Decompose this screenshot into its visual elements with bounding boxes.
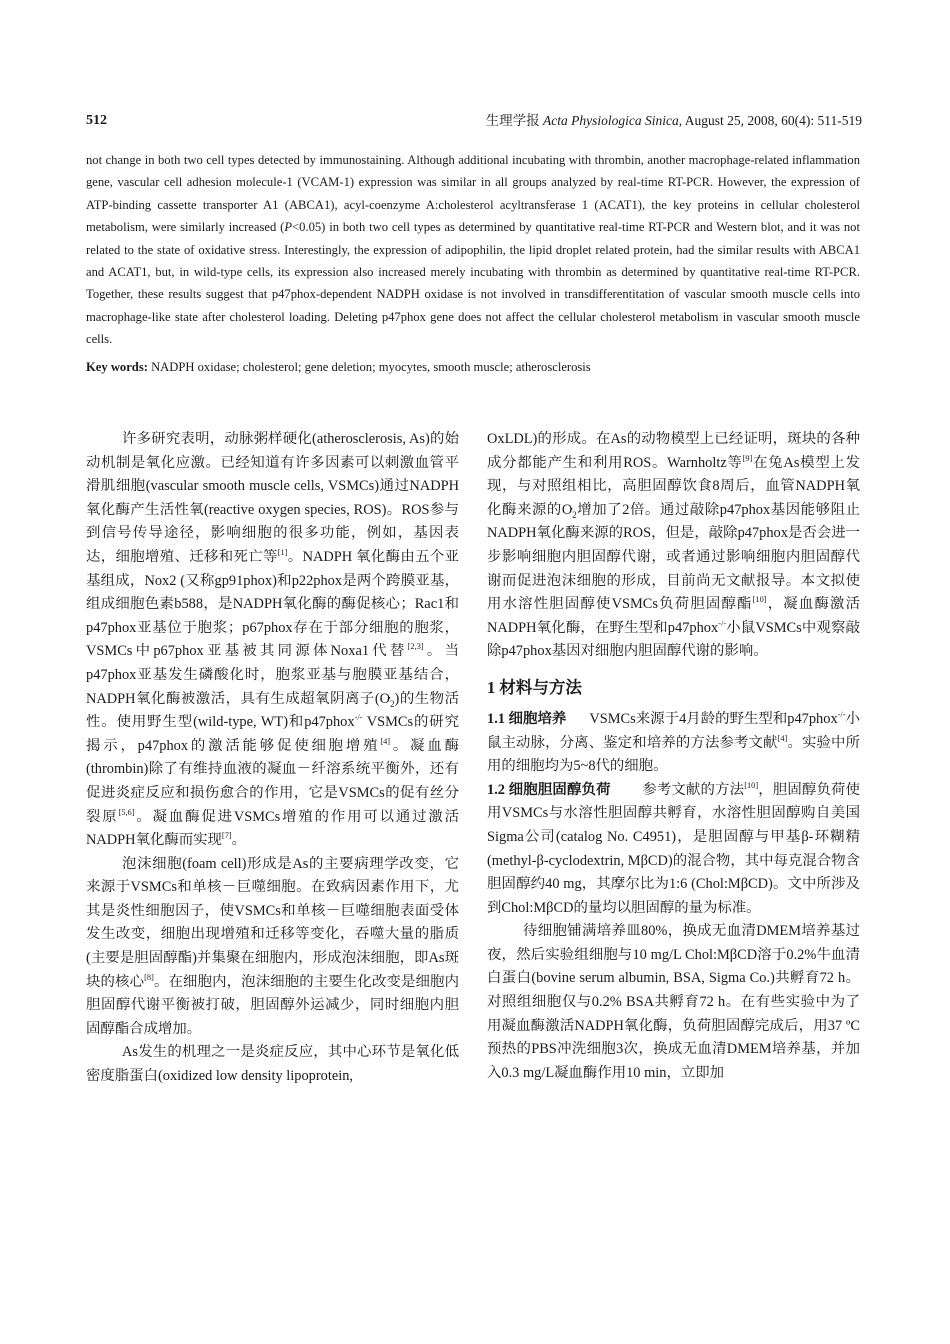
page-number: 512 bbox=[86, 113, 107, 128]
subsection-cell-culture bbox=[487, 708, 860, 779]
subscript: 2 bbox=[390, 698, 395, 709]
intro-paragraph-3: As发生的机理之一是炎症反应，其中心环节是氧化低密度脂蛋白(oxidized low density lipoprotein, bbox=[86, 1044, 459, 1085]
keywords-label: Key words: bbox=[86, 360, 148, 374]
subsection-title-cholesterol-loading: 1.2 细胞胆固醇负荷 bbox=[487, 781, 611, 798]
citation-superscript: [10] bbox=[752, 594, 767, 604]
citation-superscript: -/- bbox=[837, 709, 846, 719]
subsection-body-cholesterol-loading: 参考文献的方法[10]，胆固醇负荷使用VSMCs与水溶性胆固醇共孵育，水溶性胆固醇购自美国Sigma公司(catalog No. C4951)，是胆固醇与甲基β-环糊精(methyl-β-cyclodextrin, MβCD)的混合物，其中每克混合物含胆固醇约40 mg，其摩尔比为1:6 (Chol:MβCD)。文中所涉及到Chol:MβCD的量均以胆固醇的量为标准。 bbox=[487, 780, 860, 916]
subsection-cholesterol-loading bbox=[487, 779, 860, 921]
journal-citation: , August 25, 2008, 60(4): 511-519 bbox=[678, 113, 862, 128]
citation-superscript: [1] bbox=[277, 547, 288, 557]
intro-paragraph-1: 许多研究表明，动脉粥样硬化(atherosclerosis, As)的始动机制是氧化应激。已经知道有许多因素可以刺激血管平滑肌细胞(vascular smooth muscle cells, VSMCs)通过NADPH氧化酶产生活性氧(reactive oxygen species, ROS)。ROS参与到信号传导途径，影响细胞的很多功能，例如，基因表达，细胞增殖、迁移和死亡等[1]。NADPH 氧化酶由五个亚基组成，Nox2 (又称gp91phox)和p22phox是两个跨膜亚基，组成细胞色素b588，是NADPH氧化酶的酶促核心；Rac1和p47phox亚基位于胞浆；p67phox存在于部分细胞的胞浆，VSMCs中p67phox亚基被其同源体Noxa1代替[2,3]。当p47phox亚基发生磷酸化时，胞浆亚基与胞膜亚基结合，NADPH氧化酶被激活，具有生成超氧阴离子(O $•_2$)的生物活性。使用野生型(wild-type, WT)和p47phox-/- VSMCs的研究揭示，p47phox的激活能够促使细胞增殖[4]。凝血酶(thrombin)除了有维持血液的凝血－纤溶系统平衡外，还有促进炎症反应和损伤愈合的作用，它是VSMCs的促有丝分裂原[5,6]。凝血酶促进VSMCs增殖的作用可以通过激活NADPH氧化酶而实现[7]。 bbox=[86, 428, 459, 853]
section-heading-methods: 1 材料与方法 bbox=[487, 677, 582, 697]
subsection-body-cell-culture: VSMCs来源于4月龄的野生型和p47phox-/-小鼠主动脉，分离、鉴定和培养的方法参考文献[4]。实验中所用的细胞均为5~8代的细胞。 bbox=[487, 709, 860, 775]
section-spacer bbox=[487, 664, 860, 676]
citation-superscript: [5,6] bbox=[118, 807, 135, 817]
left-body-column bbox=[86, 428, 459, 1089]
superoxide-symbol: O • bbox=[380, 691, 390, 707]
running-header bbox=[486, 112, 862, 130]
journal-latin-name: Acta Physiologica Sinica bbox=[543, 113, 679, 128]
citation-superscript: [7] bbox=[221, 830, 232, 840]
right-body-column bbox=[487, 428, 860, 1085]
citation-superscript: -/- bbox=[718, 618, 727, 628]
subscript: 2 bbox=[572, 509, 577, 520]
keywords-text: NADPH oxidase; cholesterol; gene deletion; myocytes, smooth muscle; atherosclerosis bbox=[147, 360, 591, 374]
citation-superscript: [10] bbox=[744, 780, 759, 790]
citation-superscript: -/- bbox=[354, 712, 363, 722]
citation-superscript: [2,3] bbox=[407, 642, 424, 652]
citation-superscript: [9] bbox=[742, 453, 753, 463]
italic-text: P bbox=[284, 220, 293, 235]
subsection-title-cell-culture: 1.1 细胞培养 bbox=[487, 710, 567, 727]
abstract-continuation: not change in both two cell types detected by immunostaining. Although additional incubating with thrombin, another macrophage-related inflammation gene, vascular cell adhesion molecule-1 (VCAM-1) expression was similar in all groups analyzed by real-time RT-PCR. However, the expression of ATP-binding cassette transporter A1 (ABCA1), acyl-coenzyme A:cholesterol acyltransferase 1 (ACAT1), the key proteins in cellular cholesterol metabolism, were similarly increased (P<0.05) in both two cell types as determined by quantitative real-time RT-PCR and Western blot, and it was not related to the state of oxidative stress. Interestingly, the expression of adipophilin, the lipid droplet related protein, had the similar results with ABCA1 and ACAT1, but, in wild-type cells, its expression also increased merely incubating with thrombin as determined by quantitative real-time RT-PCR. Together, these results suggest that p47phox-dependent NADPH oxidase is not involved in transdifferentitation of vascular smooth muscle cells into macrophage-like state after cholesterol loading. Deleting p47phox gene does not affect the cellular cholesterol metabolism in vascular smooth muscle cells. bbox=[86, 153, 860, 347]
citation-superscript: [4] bbox=[380, 736, 391, 746]
citation-superscript: [4] bbox=[777, 733, 788, 743]
methods-paragraph-loading-protocol: 待细胞铺满培养皿80%，换成无血清DMEM培养基过夜，然后实验组细胞与10 mg/L Chol:MβCD溶于0.2%牛血清白蛋白(bovine serum albumin, BSA, Sigma Co.)共孵育72 h。对照组细胞仅与0.2% BSA共孵育72 h。在有些实验中为了用凝血酶激活NADPH氧化酶，负荷胆固醇完成后，用37 ºC预热的PBS冲洗细胞3次，换成无血清DMEM培养基，并加入0.3 mg/L凝血酶作用10 min，立即加 bbox=[487, 923, 860, 1081]
keywords-line bbox=[86, 356, 860, 378]
superoxide-symbol: O • bbox=[562, 502, 572, 518]
intro-paragraph-3-continued: OxLDL)的形成。在As的动物模型上已经证明，斑块的各种成分都能产生和利用ROS。Warnholtz等[9]在兔As模型上发现，与对照组相比，高胆固醇饮食8周后，血管NADPH氧化酶来源的O $•_2$增加了2倍。通过敲除p47phox基因能够阻止NADPH氧化酶来源的ROS，但是，敲除p47phox是否会进一步影响细胞内胆固醇代谢，或者通过影响细胞内胆固醇代谢而促进泡沫细胞的形成，目前尚无文献报导。本文拟使用水溶性胆固醇使VSMCs负荷胆固醇酯[10]，凝血酶激活NADPH氧化酶，在野生型和p47phox-/-小鼠VSMCs中观察敲除p47phox基因对细胞内胆固醇代谢的影响。 bbox=[487, 428, 860, 664]
citation-superscript: [8] bbox=[144, 972, 154, 982]
journal-chinese-name: 生理学报 bbox=[485, 113, 544, 128]
intro-paragraph-2: 泡沫细胞(foam cell)形成是As的主要病理学改变，它来源于VSMCs和单核－巨噬细胞。在致病因素作用下，尤其是炎性细胞因子，使VSMCs和单核－巨噬细胞表面受体发生改变，细胞出现增殖和迁移等变化，吞噬大量的脂质(主要是胆固醇酯)并集聚在细胞内，形成泡沫细胞，即As斑块的核心[8]。在细胞内，泡沫细胞的主要生化改变是细胞内胆固醇代谢平衡被打破，胆固醇外运减少，同时细胞内胆固醇酯合成增加。 bbox=[86, 855, 459, 1037]
